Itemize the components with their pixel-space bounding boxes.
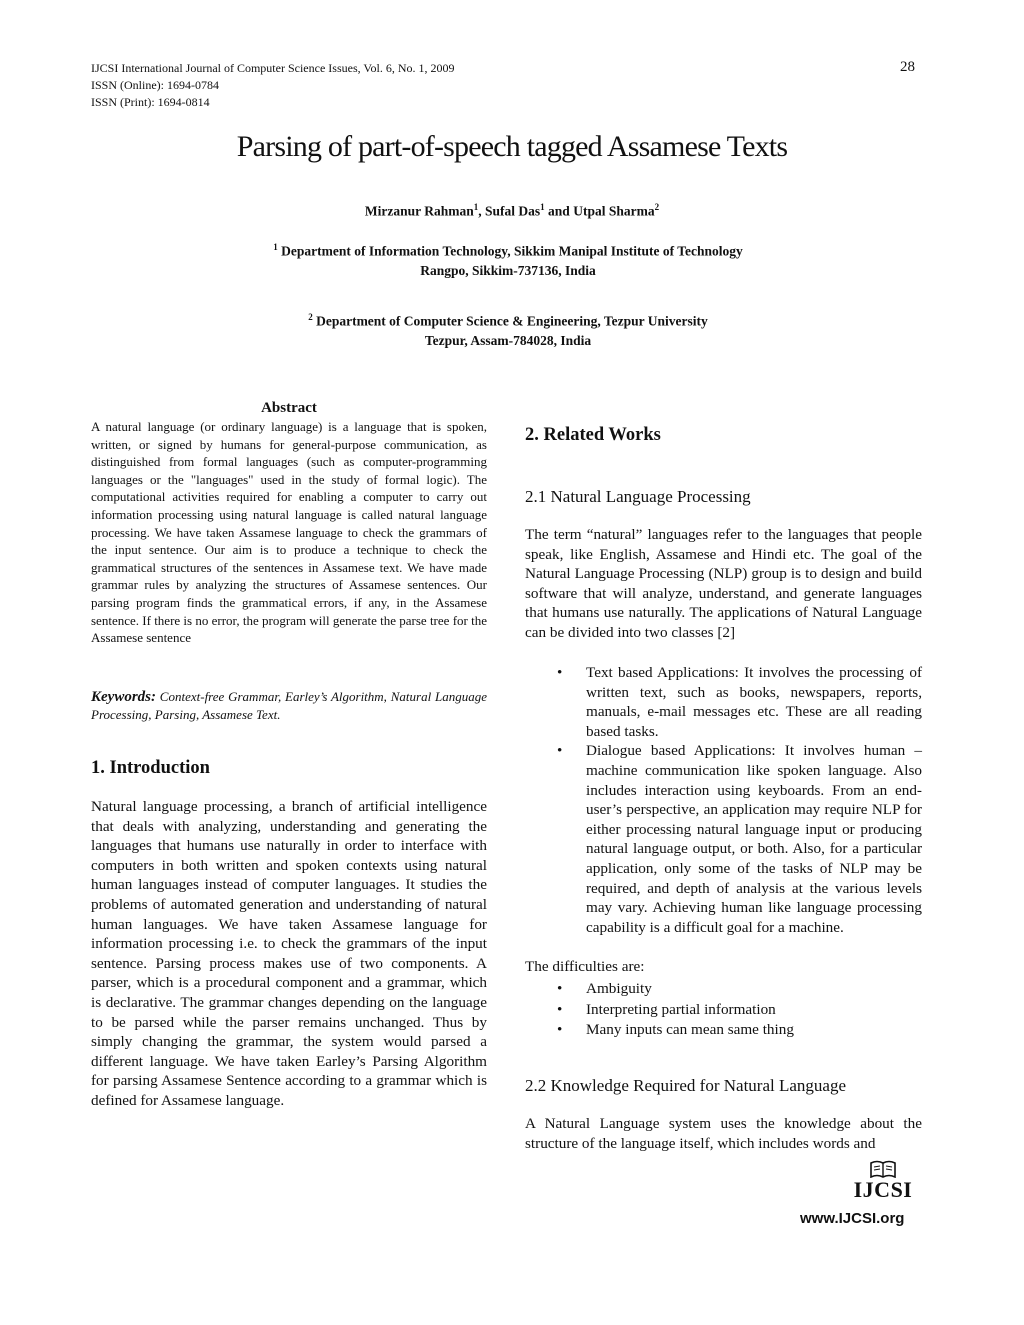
difficulties-label: The difficulties are: — [525, 958, 645, 975]
list-item-text: Ambiguity — [586, 980, 652, 997]
author-list — [0, 202, 1024, 220]
issn-online: ISSN (Online): 1694-0784 — [91, 78, 219, 92]
list-item-text: Text based Applications: It involves the processing of written text, such as books, newspapers, reports, manuals, e-mail messages etc. These are all reading based tasks. — [586, 664, 922, 740]
journal-header — [91, 60, 455, 111]
knowledge-text: A Natural Language system uses the knowledge about the structure of the language itself, which includes words and — [525, 1115, 922, 1152]
list-item-text: Dialogue based Applications: It involves human – machine communication like spoken language. Also includes interaction using keyboards. From an end-user’s perspective, an application may require NLP for either processing natural language input or producing natural language output, or both. Also, for a particular application, only some of the tasks of NLP may be required, and depth of analysis at the various levels may vary. Achieving human like language processing capability is a difficult goal for a machine. — [586, 742, 922, 936]
difficulties-list — [525, 979, 922, 1041]
journal-url: www.IJCSI.org — [800, 1210, 905, 1227]
author-name: Utpal Sharma — [573, 203, 655, 219]
keywords — [91, 688, 487, 724]
logo-text: IJCSI — [853, 1177, 913, 1202]
section-heading-introduction: 1. Introduction — [91, 758, 210, 778]
author-affiliation-mark: 1 — [540, 202, 545, 212]
subsection-heading-nlp: 2.1 Natural Language Processing — [525, 487, 751, 506]
ijcsi-logo — [843, 1160, 923, 1201]
bullet-icon: • — [557, 980, 563, 997]
list-item — [525, 741, 922, 937]
applications-list — [525, 663, 922, 937]
list-item — [525, 663, 922, 741]
list-item — [525, 1020, 922, 1041]
list-item-text: Interpreting partial information — [586, 1000, 776, 1018]
list-item — [525, 1000, 922, 1021]
section-heading-related-works: 2. Related Works — [525, 425, 661, 445]
list-item — [525, 979, 922, 1000]
affiliation-mark: 1 — [273, 242, 278, 252]
book-icon — [870, 1160, 896, 1178]
affiliation-location: Rangpo, Sikkim-737136, India — [420, 262, 596, 278]
abstract-text: A natural language (or ordinary language) is a language that is spoken, written, or signed by humans for general-purpose communication, as distinguished from formal languages (such as computer-programming languages or the "languages" used in the study of formal logic). The computational activities required for enabling a computer to carry out information processing using natural language is called natural language processing. We have taken Assamese language to check the grammars of the input sentence. Our aim is to produce a technique to check the grammatical structures of the sentences in Assamese text. We have made grammar rules by analyzing the structures of Assamese sentences. Our parsing program finds the grammatical errors, if any, in the Assamese sentence. If there is no error, the program will generate the parse tree for the Assamese sentence — [91, 419, 487, 646]
list-item-text: Many inputs can mean same thing — [586, 1021, 794, 1038]
author-name: Sufal Das — [485, 203, 541, 219]
author-affiliation-mark: 2 — [654, 202, 660, 212]
bullet-icon: • — [557, 664, 563, 681]
affiliation-mark: 2 — [308, 312, 313, 322]
abstract-heading: Abstract — [261, 400, 317, 416]
nlp-text: The term “natural” languages refer to the languages that people speak, like English, Assamese and Hindi etc. The goal of the Natural Language Processing (NLP) group is to design and build software that will analyze, understand, and generate languages that humans use naturally. The applications of Natural Language can be divided into two classes [2] — [525, 526, 922, 641]
bullet-icon: • — [557, 1021, 563, 1038]
author-separator: and — [544, 203, 574, 219]
issn-print: ISSN (Print): 1694-0814 — [91, 95, 210, 109]
affiliation-dept: Department of Information Technology, Sikkim Manipal Institute of Technology — [277, 243, 743, 259]
journal-name: IJCSI International Journal of Computer Science Issues, Vol. 6, No. 1, 2009 — [91, 61, 455, 75]
author-affiliation-mark: 1 — [473, 202, 479, 212]
author-name: Mirzanur Rahman — [364, 203, 474, 219]
bullet-icon: • — [557, 742, 563, 760]
affiliation-location: Tezpur, Assam-784028, India — [424, 332, 592, 348]
affiliation-dept: Department of Computer Science & Engineering, Tezpur University — [312, 313, 708, 329]
paper-title: Parsing of part-of-speech tagged Assamese Texts — [236, 130, 788, 163]
subsection-heading-knowledge: 2.2 Knowledge Required for Natural Language — [525, 1076, 846, 1095]
affiliation-2 — [0, 308, 1016, 350]
affiliation-1 — [0, 238, 1016, 280]
bullet-icon: • — [557, 1000, 563, 1018]
author-separator: , — [478, 203, 486, 219]
introduction-text: Natural language processing, a branch of artificial intelligence that deals with analyzing, understanding and generating the languages that humans use naturally in order to interface with computers in both written and spoken contexts using natural human languages instead of computer languages. It studies the problems of automated generation and understanding of natural human languages. We have taken Assamese language for information processing i.e. to check the grammars of the input sentence. Parsing process makes use of two components. A parser, which is a procedural component and a grammar, which is declarative. The grammar changes depending on the language to be parsed while the parser remains unchanged. Thus by simply changing the grammar, the system would parsed a different language. We have taken Earley’s Parsing Algorithm for parsing Assamese Sentence according to a grammar which is defined for Assamese language. — [91, 798, 487, 1109]
keywords-label: Keywords: — [91, 689, 156, 705]
keywords-text: Context-free Grammar, Earley’s Algorithm, Natural Language Processing, Parsing, Assamese Text. — [91, 689, 487, 722]
page-number: 28 — [900, 59, 915, 75]
